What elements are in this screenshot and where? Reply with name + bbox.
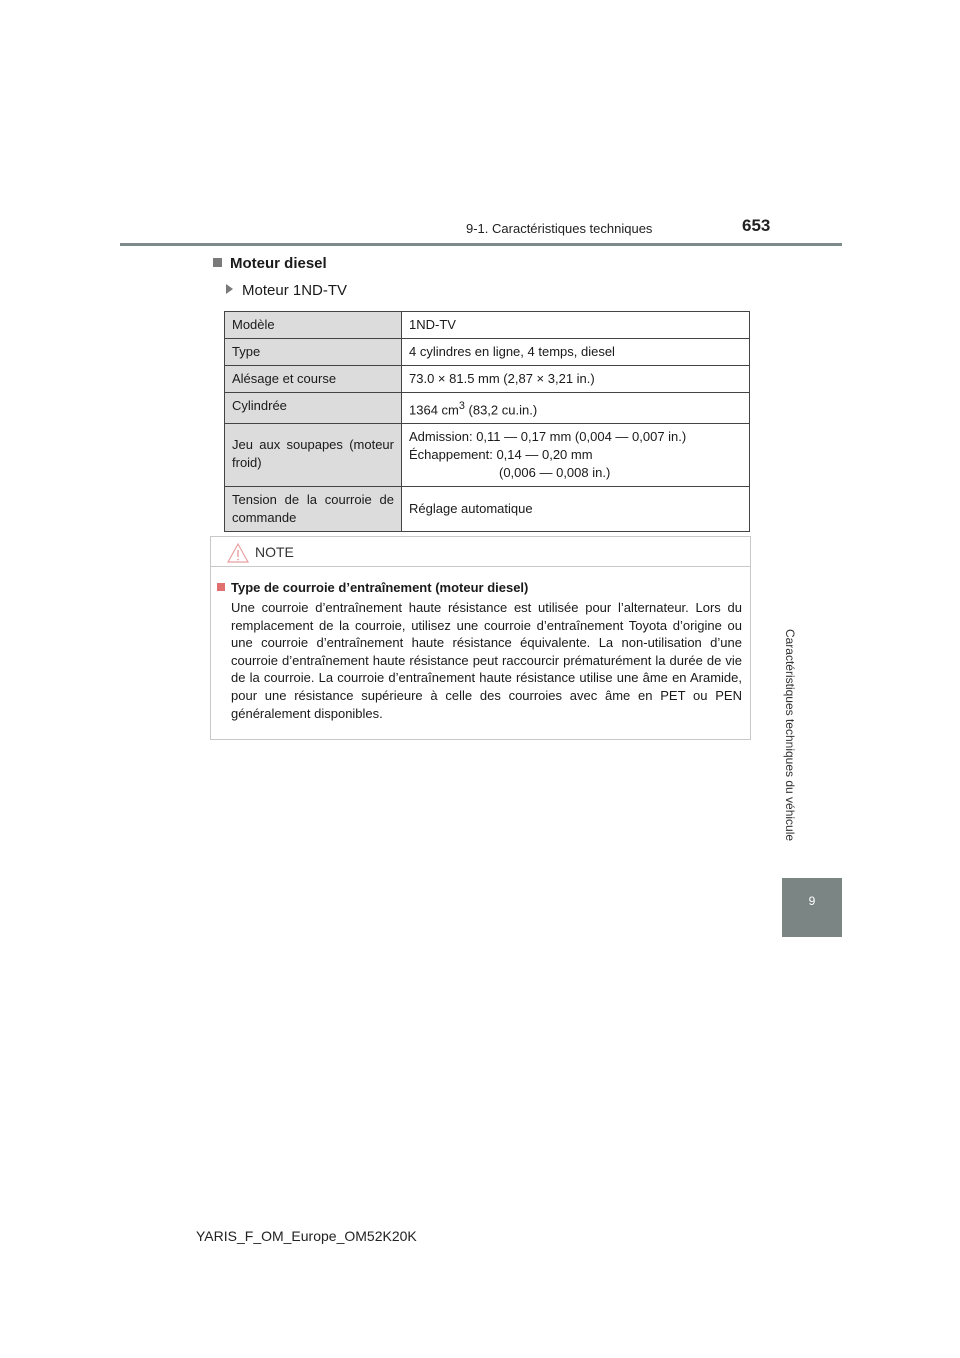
chapter-side-title	[773, 595, 807, 875]
table-value-cell: 73.0 × 81.5 mm (2,87 × 3,21 in.)	[402, 366, 750, 393]
table-label-cell: Tension de la courroie de commande	[225, 487, 402, 532]
table-value-cell	[402, 393, 750, 424]
table-row	[225, 339, 750, 366]
table-row	[225, 366, 750, 393]
table-label-cell: Type	[225, 339, 402, 366]
subsection-title	[226, 282, 347, 299]
table-label-cell: Cylindrée	[225, 393, 402, 424]
table-value-cell: Réglage automatique	[402, 487, 750, 532]
page-number: 653	[742, 216, 771, 235]
subsection-title-text: Moteur 1ND-TV	[242, 282, 348, 299]
note-box	[210, 536, 751, 740]
chapter-number: 9	[808, 894, 816, 908]
note-title	[217, 580, 528, 595]
header-rule	[120, 243, 842, 246]
note-title-text: Type de courroie d’entraînement (moteur diesel)	[231, 580, 529, 595]
displacement-exponent: 3	[458, 400, 465, 412]
table-row	[225, 487, 750, 532]
table-row	[225, 424, 750, 487]
table-value-cell: 1ND-TV	[402, 312, 750, 339]
table-row	[225, 312, 750, 339]
valve-clearance-exhaust-imperial: (0,006 — 0,008 in.)	[499, 465, 611, 481]
displacement-imperial: (83,2 cu.in.)	[464, 402, 538, 418]
footer-doc-id: YARIS_F_OM_Europe_OM52K20K	[196, 1228, 417, 1244]
section-title	[213, 255, 327, 272]
section-title-text: Moteur diesel	[230, 255, 327, 272]
triangle-bullet-icon	[226, 284, 233, 294]
valve-clearance-exhaust: Échappement: 0,14 — 0,20 mm	[409, 447, 593, 463]
table-value-cell: 4 cylindres en ligne, 4 temps, diesel	[402, 339, 750, 366]
square-bullet-icon	[213, 258, 222, 267]
chapter-tab	[782, 878, 842, 937]
spec-table	[224, 311, 750, 532]
header-section-title: 9-1. Caractéristiques techniques	[466, 221, 653, 236]
table-label-cell: Jeu aux soupapes (moteur froid)	[225, 424, 402, 487]
note-label: NOTE	[255, 544, 294, 560]
table-value-cell	[402, 424, 750, 487]
warning-triangle-icon	[227, 543, 249, 563]
note-header	[211, 537, 750, 567]
table-label-cell: Alésage et course	[225, 366, 402, 393]
square-bullet-icon	[217, 583, 225, 591]
note-body: Une courroie d’entraînement haute résistance est utilisée pour l’alternateur. Lors du remplacement de la courroie, utilisez une courroie d’entraînement Toyota d’origine ou une courroie d’entraînement haute résistance équivalente. La non-utilisation d’une courroie d’entraînement haute résistance peut raccourcir prématurément la durée de vie de la courroie. La courroie d’entraînement haute résistance utilise une âme en Aramide, pour une résistance supérieure à celle des courroies avec âme en PET ou PEN généralement disponibles.	[231, 600, 742, 721]
table-row	[225, 393, 750, 424]
chapter-side-title-text: Caractéristiques techniques du véhicule	[783, 628, 797, 842]
displacement-value: 1364 cm	[409, 402, 459, 418]
valve-clearance-intake: Admission: 0,11 — 0,17 mm (0,004 — 0,007 in.)	[409, 429, 687, 445]
table-label-cell: Modèle	[225, 312, 402, 339]
